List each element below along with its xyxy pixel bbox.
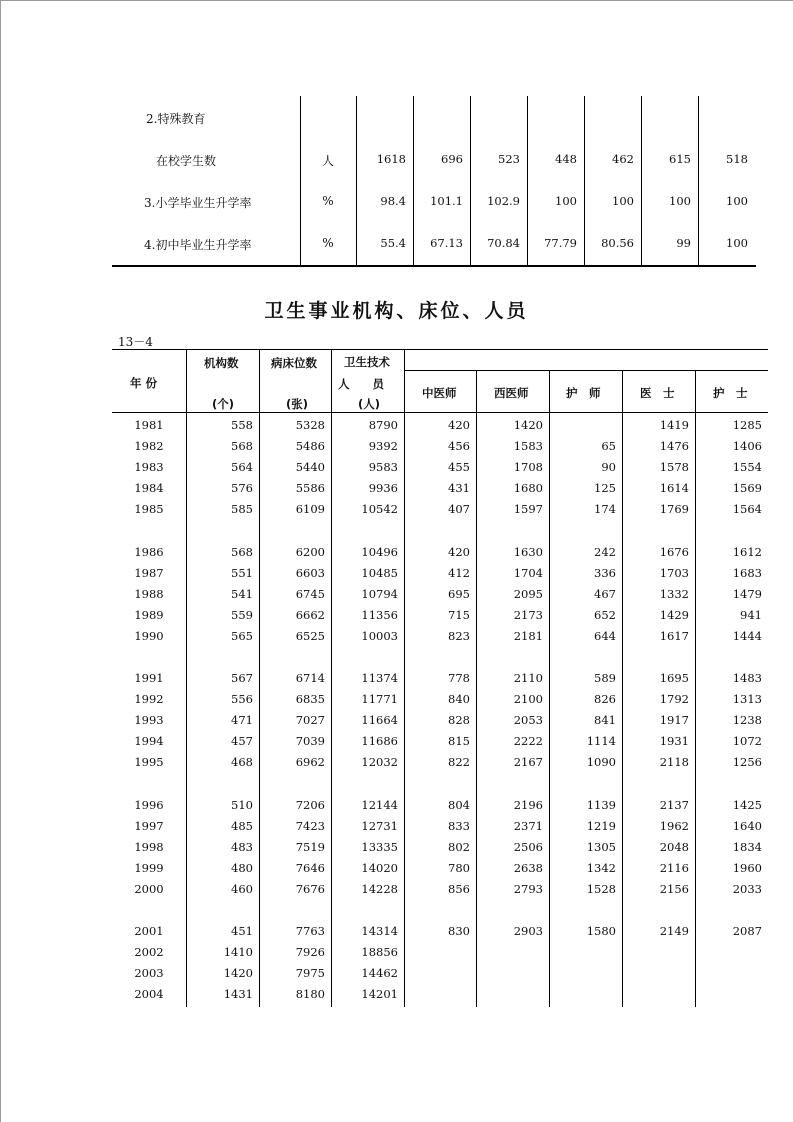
table-cell: 67.13	[430, 236, 463, 250]
year-cell: 1990	[134, 628, 164, 643]
table-cell: 483	[231, 839, 253, 854]
table-cell: 564	[231, 460, 253, 475]
table-cell: 1960	[732, 860, 762, 875]
table-cell: 576	[231, 481, 253, 496]
year-cell: 1986	[134, 544, 164, 559]
year-cell: 2003	[134, 966, 164, 981]
table-cell: 1406	[732, 439, 762, 454]
page-top-edge	[0, 0, 793, 1]
table-cell: 2167	[513, 755, 543, 770]
table-cell: 456	[448, 439, 470, 454]
table-cell: 1580	[586, 924, 616, 938]
table-cell: 10003	[361, 628, 398, 643]
table-cell: 7676	[295, 881, 325, 896]
table-cell: 5486	[295, 439, 325, 454]
table-cell: 802	[448, 839, 470, 854]
table-cell: 6714	[295, 671, 325, 685]
table-cell: 1695	[659, 671, 689, 685]
table-cell: 18856	[361, 945, 398, 960]
table-cell: 1219	[586, 818, 616, 833]
table-cell: 840	[448, 692, 470, 707]
year-cell: 1982	[134, 439, 164, 454]
table-cell: 1704	[513, 565, 543, 580]
table-cell: 11374	[361, 671, 398, 685]
table-cell: 99	[676, 236, 691, 250]
table-cell: 715	[448, 607, 470, 622]
year-cell: 1981	[134, 418, 164, 432]
table-cell: 568	[231, 439, 253, 454]
table-cell: 1410	[223, 945, 253, 960]
table-cell: 1431	[223, 987, 253, 1002]
year-cell: 1992	[134, 692, 164, 707]
table-cell: 11686	[361, 734, 398, 749]
year-cell: 1996	[134, 797, 164, 812]
year-cell: 1984	[134, 481, 164, 496]
table-cell: 6525	[295, 628, 325, 643]
table-cell: 100	[726, 236, 748, 250]
table-cell: 804	[448, 797, 470, 812]
year-cell: 1991	[134, 671, 164, 685]
table-cell: 558	[231, 418, 253, 432]
table-cell: 1569	[732, 481, 762, 496]
table-cell: 1072	[732, 734, 762, 749]
table-cell: 6745	[295, 586, 325, 601]
table-cell: 1962	[659, 818, 689, 833]
table-cell: 6662	[295, 607, 325, 622]
table-cell: 1618	[376, 152, 406, 166]
header-beds: 病床位数	[271, 356, 317, 370]
year-cell: 1998	[134, 839, 164, 854]
table-cell: 565	[231, 628, 253, 643]
table-cell: 102.9	[487, 194, 520, 208]
year-cell: 1999	[134, 860, 164, 875]
table-cell: 2137	[659, 797, 689, 812]
table-cell: 2173	[513, 607, 543, 622]
table-cell: 431	[448, 481, 470, 496]
row-label: 在校学生数	[156, 154, 217, 168]
table-cell: 1420	[513, 418, 543, 432]
table-cell: 1931	[659, 734, 689, 749]
header-year: 年 份	[130, 376, 158, 390]
table-cell: 523	[498, 152, 520, 166]
table-cell: 1676	[659, 544, 689, 559]
header-nurse: 护 士	[713, 386, 748, 400]
table-cell: 828	[448, 713, 470, 728]
table-cell: 1313	[732, 692, 762, 707]
table-cell: 14020	[361, 860, 398, 875]
table-cell: 822	[448, 755, 470, 770]
table-cell: 833	[448, 818, 470, 833]
table-cell: 14462	[361, 966, 398, 981]
table-cell: 13335	[361, 839, 398, 854]
header-staff-unit: (人)	[358, 397, 381, 411]
table-cell: 568	[231, 544, 253, 559]
table-cell: 11664	[361, 713, 398, 728]
table-cell: 1769	[659, 502, 689, 517]
table-cell: 7926	[295, 945, 325, 960]
table-cell: 841	[594, 713, 616, 728]
table-cell: 1630	[513, 544, 543, 559]
table-cell: 1640	[732, 818, 762, 833]
table-cell: 1139	[586, 797, 616, 812]
table-cell: 10496	[361, 544, 398, 559]
table-cell: 407	[448, 502, 470, 517]
header-tcm-doctor: 中医师	[422, 386, 457, 400]
table-cell: 100	[612, 194, 634, 208]
year-cell: 2001	[134, 924, 164, 938]
table-cell: 1420	[223, 966, 253, 981]
table-cell: 2638	[513, 860, 543, 875]
table-cell: 80.56	[601, 236, 634, 250]
table-cell: 826	[594, 692, 616, 707]
table-cell: 1419	[659, 418, 689, 432]
table-cell: 14228	[361, 881, 398, 896]
table-cell: 2100	[513, 692, 543, 707]
table-cell: 485	[231, 818, 253, 833]
header-nurse-practitioner: 护 师	[566, 386, 601, 400]
table-cell: 1703	[659, 565, 689, 580]
table-bottom-rule	[112, 265, 756, 267]
table-cell: 559	[231, 607, 253, 622]
table-cell: 695	[448, 586, 470, 601]
header-institutions-unit: (个)	[212, 397, 235, 411]
table-cell: 451	[231, 924, 253, 938]
table-cell: 70.84	[487, 236, 520, 250]
table-cell: 2033	[732, 881, 762, 896]
table-cell: 2181	[513, 628, 543, 643]
table-cell: 1554	[732, 460, 762, 475]
table-cell: 7646	[295, 860, 325, 875]
header-western-doctor: 西医师	[494, 386, 529, 400]
table-cell: 5586	[295, 481, 325, 496]
table-cell: 7423	[295, 818, 325, 833]
table-cell: 2110	[513, 671, 543, 685]
table-cell: 1429	[659, 607, 689, 622]
year-cell: 1994	[134, 734, 164, 749]
table-cell: 468	[231, 755, 253, 770]
table-cell: 1612	[732, 544, 762, 559]
year-cell: 1988	[134, 586, 164, 601]
table-cell: 780	[448, 860, 470, 875]
header-top-rule	[112, 349, 768, 350]
table-cell: 6200	[295, 544, 325, 559]
table-cell: 941	[740, 607, 762, 622]
table-cell: 551	[231, 565, 253, 580]
table-cell: 420	[448, 418, 470, 432]
table-cell: 510	[231, 797, 253, 812]
table-cell: 462	[612, 152, 634, 166]
table-cell: 644	[594, 628, 616, 643]
row-unit: %	[322, 236, 334, 250]
table-cell: 9583	[368, 460, 398, 475]
year-cell: 1997	[134, 818, 164, 833]
year-cell: 1995	[134, 755, 164, 770]
header-bottom-rule	[112, 412, 768, 413]
table-cell: 12144	[361, 797, 398, 812]
table-cell: 125	[594, 481, 616, 496]
table-cell: 10485	[361, 565, 398, 580]
table-cell: 420	[448, 544, 470, 559]
table-cell: 652	[594, 607, 616, 622]
table-cell: 455	[448, 460, 470, 475]
table-cell: 1564	[732, 502, 762, 517]
table-cell: 100	[726, 194, 748, 208]
year-cell: 2004	[134, 987, 164, 1002]
year-cell: 1989	[134, 607, 164, 622]
table-cell: 101.1	[430, 194, 463, 208]
table-cell: 7027	[295, 713, 325, 728]
table-cell: 460	[231, 881, 253, 896]
table-cell: 448	[555, 152, 577, 166]
table-cell: 7763	[295, 924, 325, 938]
table-cell: 8790	[368, 418, 398, 432]
table-cell: 1614	[659, 481, 689, 496]
year-cell: 2000	[134, 881, 164, 896]
table-cell: 1834	[732, 839, 762, 854]
table-cell: 1479	[732, 586, 762, 601]
table-cell: 2793	[513, 881, 543, 896]
table-cell: 856	[448, 881, 470, 896]
table-cell: 1114	[586, 734, 616, 749]
page-title: 卫生事业机构、床位、人员	[264, 300, 529, 322]
table-cell: 518	[726, 152, 748, 166]
page-left-edge	[0, 0, 1, 1122]
table-cell: 615	[669, 152, 691, 166]
table-cell: 55.4	[380, 236, 406, 250]
table-cell: 14201	[361, 987, 398, 1002]
table-cell: 412	[448, 565, 470, 580]
year-cell: 1993	[134, 713, 164, 728]
table-cell: 567	[231, 671, 253, 685]
table-cell: 1305	[586, 839, 616, 854]
table-cell: 174	[594, 502, 616, 517]
table-cell: 1342	[586, 860, 616, 875]
table-cell: 2506	[513, 839, 543, 854]
table-cell: 815	[448, 734, 470, 749]
table-cell: 1256	[732, 755, 762, 770]
table-cell: 1483	[732, 671, 762, 685]
table-cell: 7975	[295, 966, 325, 981]
table-cell: 2116	[659, 860, 689, 875]
table-cell: 336	[594, 565, 616, 580]
table-cell: 480	[231, 860, 253, 875]
table-cell: 585	[231, 502, 253, 517]
table-cell: 2903	[513, 924, 543, 938]
table-number: 13－4	[118, 335, 153, 349]
table-cell: 1917	[659, 713, 689, 728]
header-institutions: 机构数	[204, 356, 239, 370]
table-cell: 11356	[361, 607, 398, 622]
table-cell: 457	[231, 734, 253, 749]
subheader-rule	[404, 370, 768, 371]
table-cell: 5328	[295, 418, 325, 432]
table-cell: 242	[594, 544, 616, 559]
table-cell: 1238	[732, 713, 762, 728]
table-cell: 5440	[295, 460, 325, 475]
table-cell: 7039	[295, 734, 325, 749]
table-cell: 2095	[513, 586, 543, 601]
row-label: 3.小学毕业生升学率	[144, 196, 252, 210]
table-cell: 2149	[659, 924, 689, 938]
table-cell: 77.79	[544, 236, 577, 250]
table-cell: 1332	[659, 586, 689, 601]
table-cell: 100	[555, 194, 577, 208]
table-cell: 65	[601, 439, 616, 454]
table-cell: 12032	[361, 755, 398, 770]
table-cell: 2053	[513, 713, 543, 728]
table-cell: 7206	[295, 797, 325, 812]
table-cell: 1476	[659, 439, 689, 454]
table-cell: 1680	[513, 481, 543, 496]
table-cell: 1090	[586, 755, 616, 770]
table-cell: 2048	[659, 839, 689, 854]
table-cell: 98.4	[380, 194, 406, 208]
education-table-continued	[112, 96, 756, 267]
table-cell: 9936	[368, 481, 398, 496]
table-cell: 1285	[732, 418, 762, 432]
table-cell: 1792	[659, 692, 689, 707]
table-cell: 8180	[295, 987, 325, 1002]
table-cell: 1617	[659, 628, 689, 643]
table-cell: 2371	[513, 818, 543, 833]
table-cell: 14314	[361, 924, 398, 938]
table-cell: 12731	[361, 818, 398, 833]
table-cell: 6962	[295, 755, 325, 770]
header-assistant-doctor: 医 士	[640, 386, 675, 400]
year-cell: 1987	[134, 565, 164, 580]
table-cell: 1578	[659, 460, 689, 475]
table-cell: 541	[231, 586, 253, 601]
table-cell: 830	[448, 924, 470, 938]
year-cell: 1983	[134, 460, 164, 475]
table-cell: 2118	[659, 755, 689, 770]
table-cell: 467	[594, 586, 616, 601]
table-cell: 1683	[732, 565, 762, 580]
header-staff-line2: 人 员	[338, 377, 384, 391]
row-unit: %	[322, 194, 334, 208]
table-cell: 2087	[732, 924, 762, 938]
table-cell: 10794	[361, 586, 398, 601]
table-cell: 823	[448, 628, 470, 643]
table-cell: 90	[601, 460, 616, 475]
table-cell: 589	[594, 671, 616, 685]
table-cell: 10542	[361, 502, 398, 517]
table-cell: 1528	[586, 881, 616, 896]
table-cell: 9392	[368, 439, 398, 454]
header-staff: 卫生技术	[344, 355, 390, 369]
table-cell: 6835	[295, 692, 325, 707]
table-cell: 11771	[361, 692, 398, 707]
table-cell: 1708	[513, 460, 543, 475]
table-cell: 2222	[513, 734, 543, 749]
row-label: 2.特殊教育	[146, 112, 206, 126]
year-cell: 1985	[134, 502, 164, 517]
table-cell: 2196	[513, 797, 543, 812]
table-cell: 6603	[295, 565, 325, 580]
header-beds-unit: (张)	[286, 397, 309, 411]
table-cell: 696	[441, 152, 463, 166]
row-unit: 人	[321, 154, 334, 168]
table-cell: 1444	[732, 628, 762, 643]
table-cell: 1425	[732, 797, 762, 812]
table-cell: 1597	[513, 502, 543, 517]
table-cell: 778	[448, 671, 470, 685]
table-cell: 2156	[659, 881, 689, 896]
table-cell: 6109	[295, 502, 325, 517]
year-cell: 2002	[134, 945, 164, 960]
table-cell: 556	[231, 692, 253, 707]
row-label: 4.初中毕业生升学率	[144, 238, 252, 252]
table-cell: 100	[669, 194, 691, 208]
table-cell: 1583	[513, 439, 543, 454]
table-cell: 471	[231, 713, 253, 728]
table-cell: 7519	[295, 839, 325, 854]
